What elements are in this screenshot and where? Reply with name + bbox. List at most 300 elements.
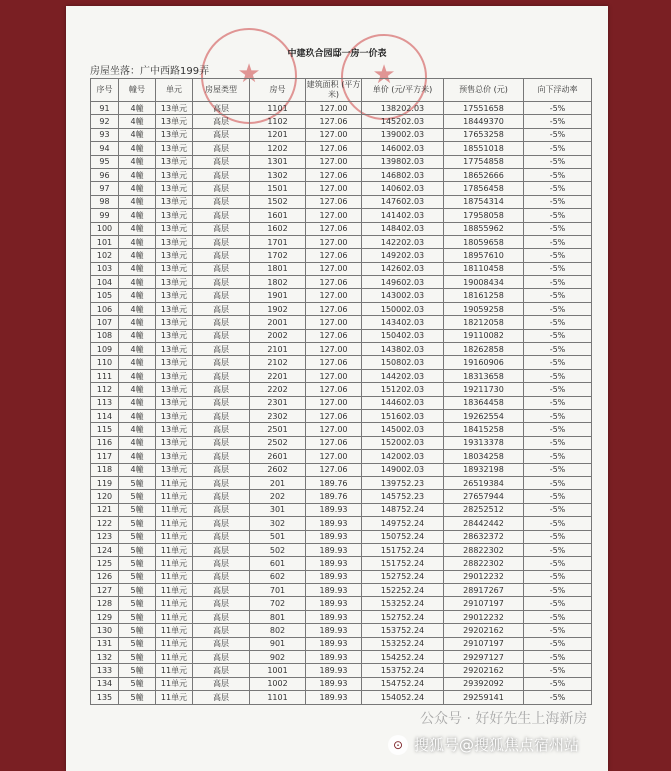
table-row — [91, 530, 592, 543]
table-cell: 5幢 — [119, 557, 156, 570]
table-cell: 2302 — [250, 409, 306, 422]
sohu-logo-icon: ⊙ — [388, 735, 408, 755]
table-cell: 高层 — [193, 396, 250, 409]
table-cell: -5% — [524, 597, 592, 610]
table-cell: 2501 — [250, 423, 306, 436]
table-cell: 114 — [91, 409, 119, 422]
table-cell: 高层 — [193, 316, 250, 329]
table-cell: 1501 — [250, 182, 306, 195]
table-cell: -5% — [524, 624, 592, 637]
table-cell: 144202.03 — [362, 369, 444, 382]
table-cell: 127.00 — [306, 396, 362, 409]
table-cell: 13单元 — [156, 128, 193, 141]
table-cell: 13单元 — [156, 396, 193, 409]
table-cell: 5幢 — [119, 610, 156, 623]
table-cell: 127.06 — [306, 222, 362, 235]
table-cell: 113 — [91, 396, 119, 409]
table-cell: 153752.24 — [362, 624, 444, 637]
column-header: 单价 (元/平方米) — [362, 79, 444, 102]
table-cell: 127.06 — [306, 302, 362, 315]
table-cell: 4幢 — [119, 209, 156, 222]
table-cell: 11单元 — [156, 476, 193, 489]
table-cell: 18754314 — [444, 195, 524, 208]
table-cell: -5% — [524, 584, 592, 597]
table-cell: 13单元 — [156, 142, 193, 155]
table-cell: 140602.03 — [362, 182, 444, 195]
table-cell: 189.76 — [306, 476, 362, 489]
table-cell: 1202 — [250, 142, 306, 155]
table-cell: 4幢 — [119, 262, 156, 275]
table-cell: 99 — [91, 209, 119, 222]
table-cell: 143802.03 — [362, 343, 444, 356]
table-cell: 107 — [91, 316, 119, 329]
table-cell: 11单元 — [156, 503, 193, 516]
table-cell: 18932198 — [444, 463, 524, 476]
table-cell: 1702 — [250, 249, 306, 262]
table-cell: 189.76 — [306, 490, 362, 503]
table-cell: -5% — [524, 490, 592, 503]
table-cell: 189.93 — [306, 597, 362, 610]
table-row — [91, 195, 592, 208]
table-cell: 95 — [91, 155, 119, 168]
table-cell: 127.06 — [306, 329, 362, 342]
table-cell: -5% — [524, 476, 592, 489]
table-cell: 1701 — [250, 235, 306, 248]
table-cell: -5% — [524, 262, 592, 275]
table-cell: 13单元 — [156, 450, 193, 463]
column-header: 幢号 — [119, 79, 156, 102]
table-row — [91, 128, 592, 141]
table-row — [91, 584, 592, 597]
table-cell: 139752.23 — [362, 476, 444, 489]
table-cell: 13单元 — [156, 343, 193, 356]
seal-star-icon: ★ — [237, 59, 261, 90]
table-cell: 13单元 — [156, 262, 193, 275]
table-cell: 2301 — [250, 396, 306, 409]
table-cell: 301 — [250, 503, 306, 516]
table-cell: 28822302 — [444, 543, 524, 556]
table-cell: 高层 — [193, 677, 250, 690]
table-cell: 高层 — [193, 102, 250, 115]
table-cell: 5幢 — [119, 584, 156, 597]
table-row — [91, 624, 592, 637]
table-cell: 高层 — [193, 276, 250, 289]
table-cell: 2202 — [250, 383, 306, 396]
table-cell: 902 — [250, 651, 306, 664]
table-cell: 13单元 — [156, 276, 193, 289]
table-cell: 4幢 — [119, 235, 156, 248]
table-cell: 11单元 — [156, 637, 193, 650]
table-cell: 801 — [250, 610, 306, 623]
watermark — [388, 734, 579, 755]
table-cell: 4幢 — [119, 463, 156, 476]
table-cell: 116 — [91, 436, 119, 449]
table-row — [91, 235, 592, 248]
table-cell: 18313658 — [444, 369, 524, 382]
table-cell: 19059258 — [444, 302, 524, 315]
table-cell: -5% — [524, 610, 592, 623]
table-cell: 28917267 — [444, 584, 524, 597]
table-cell: 4幢 — [119, 383, 156, 396]
table-cell: -5% — [524, 182, 592, 195]
table-cell: 110 — [91, 356, 119, 369]
table-cell: 13单元 — [156, 289, 193, 302]
table-cell: -5% — [524, 677, 592, 690]
table-cell: 142002.03 — [362, 450, 444, 463]
table-cell: 127.06 — [306, 249, 362, 262]
table-cell: 13单元 — [156, 329, 193, 342]
table-cell: 127.06 — [306, 195, 362, 208]
property-address: 房屋坐落：广中西路199弄 — [90, 66, 210, 77]
table-cell: 144602.03 — [362, 396, 444, 409]
table-cell: 1602 — [250, 222, 306, 235]
table-cell: 189.93 — [306, 624, 362, 637]
table-cell: 127.00 — [306, 369, 362, 382]
table-cell: 13单元 — [156, 423, 193, 436]
table-cell: 146802.03 — [362, 168, 444, 181]
table-cell: 4幢 — [119, 142, 156, 155]
table-cell: 96 — [91, 168, 119, 181]
table-cell: 149202.03 — [362, 249, 444, 262]
table-cell: 302 — [250, 517, 306, 530]
table-cell: 127.00 — [306, 450, 362, 463]
table-cell: 189.93 — [306, 570, 362, 583]
table-cell: 202 — [250, 490, 306, 503]
table-cell: 98 — [91, 195, 119, 208]
table-cell: 131 — [91, 637, 119, 650]
column-header: 序号 — [91, 79, 119, 102]
document-title: 中建玖合园邸一房一价表 — [287, 49, 387, 59]
table-cell: 127.00 — [306, 128, 362, 141]
table-cell: 702 — [250, 597, 306, 610]
table-cell: 139002.03 — [362, 128, 444, 141]
table-cell: -5% — [524, 637, 592, 650]
table-cell: 153252.24 — [362, 597, 444, 610]
table-cell: 115 — [91, 423, 119, 436]
table-cell: 108 — [91, 329, 119, 342]
table-cell: 4幢 — [119, 195, 156, 208]
table-row — [91, 356, 592, 369]
table-cell: 5幢 — [119, 624, 156, 637]
table-cell: -5% — [524, 115, 592, 128]
table-cell: 19211730 — [444, 383, 524, 396]
table-cell: -5% — [524, 235, 592, 248]
table-cell: 高层 — [193, 142, 250, 155]
table-cell: 高层 — [193, 490, 250, 503]
table-cell: 102 — [91, 249, 119, 262]
table-cell: 126 — [91, 570, 119, 583]
column-header: 房屋类型 — [193, 79, 250, 102]
table-cell: 11单元 — [156, 651, 193, 664]
table-row — [91, 209, 592, 222]
table-cell: 151752.24 — [362, 543, 444, 556]
table-cell: 106 — [91, 302, 119, 315]
table-row — [91, 476, 592, 489]
table-cell: 4幢 — [119, 128, 156, 141]
table-cell: 18212058 — [444, 316, 524, 329]
table-cell: 13单元 — [156, 436, 193, 449]
table-cell: 1301 — [250, 155, 306, 168]
table-cell: 高层 — [193, 637, 250, 650]
table-row — [91, 637, 592, 650]
table-cell: 2001 — [250, 316, 306, 329]
table-cell: 高层 — [193, 409, 250, 422]
table-cell: 133 — [91, 664, 119, 677]
table-cell: 189.93 — [306, 677, 362, 690]
table-cell: 13单元 — [156, 369, 193, 382]
table-cell: 150002.03 — [362, 302, 444, 315]
table-cell: -5% — [524, 128, 592, 141]
table-cell: 189.93 — [306, 691, 362, 704]
table-cell: 501 — [250, 530, 306, 543]
table-cell: 149602.03 — [362, 276, 444, 289]
table-cell: -5% — [524, 222, 592, 235]
table-cell: 5幢 — [119, 570, 156, 583]
table-row — [91, 450, 592, 463]
table-cell: 132 — [91, 651, 119, 664]
table-cell: 92 — [91, 115, 119, 128]
table-row — [91, 369, 592, 382]
table-row — [91, 115, 592, 128]
table-cell: 高层 — [193, 463, 250, 476]
table-cell: 189.93 — [306, 517, 362, 530]
table-cell: 101 — [91, 235, 119, 248]
table-cell: 189.93 — [306, 610, 362, 623]
table-cell: 18855962 — [444, 222, 524, 235]
table-cell: -5% — [524, 343, 592, 356]
table-cell: 4幢 — [119, 450, 156, 463]
table-cell: 146002.03 — [362, 142, 444, 155]
table-cell: -5% — [524, 450, 592, 463]
table-row — [91, 343, 592, 356]
table-cell: 127 — [91, 584, 119, 597]
table-cell: 127.06 — [306, 276, 362, 289]
table-cell: 17754858 — [444, 155, 524, 168]
table-cell: 148752.24 — [362, 503, 444, 516]
table-cell: 1102 — [250, 115, 306, 128]
table-cell: 91 — [91, 102, 119, 115]
table-cell: 142202.03 — [362, 235, 444, 248]
table-cell: 4幢 — [119, 302, 156, 315]
table-cell: 18957610 — [444, 249, 524, 262]
table-cell: 1101 — [250, 102, 306, 115]
table-cell: 139802.03 — [362, 155, 444, 168]
table-cell: 602 — [250, 570, 306, 583]
table-cell: 701 — [250, 584, 306, 597]
table-cell: 11单元 — [156, 517, 193, 530]
table-cell: 134 — [91, 677, 119, 690]
table-cell: 4幢 — [119, 115, 156, 128]
table-row — [91, 182, 592, 195]
table-cell: 4幢 — [119, 289, 156, 302]
table-cell: 高层 — [193, 476, 250, 489]
table-row — [91, 249, 592, 262]
table-row — [91, 597, 592, 610]
table-cell: 11单元 — [156, 691, 193, 704]
table-cell: 5幢 — [119, 664, 156, 677]
table-cell: 127.00 — [306, 182, 362, 195]
table-cell: 高层 — [193, 302, 250, 315]
table-cell: 143002.03 — [362, 289, 444, 302]
table-cell: 189.93 — [306, 543, 362, 556]
table-row — [91, 436, 592, 449]
table-cell: 13单元 — [156, 409, 193, 422]
table-cell: 28252512 — [444, 503, 524, 516]
table-cell: 100 — [91, 222, 119, 235]
table-cell: 高层 — [193, 155, 250, 168]
table-cell: 4幢 — [119, 409, 156, 422]
table-cell: 高层 — [193, 289, 250, 302]
table-cell: 93 — [91, 128, 119, 141]
table-cell: 5幢 — [119, 677, 156, 690]
table-cell: 138202.03 — [362, 102, 444, 115]
table-cell: 152002.03 — [362, 436, 444, 449]
table-cell: 189.93 — [306, 651, 362, 664]
watermark-main-text: 搜狐号@搜狐焦点宿州站 — [414, 736, 580, 754]
table-row — [91, 276, 592, 289]
table-cell: -5% — [524, 396, 592, 409]
table-cell: 112 — [91, 383, 119, 396]
table-row — [91, 691, 592, 704]
table-cell: -5% — [524, 530, 592, 543]
table-cell: 高层 — [193, 610, 250, 623]
table-cell: 2502 — [250, 436, 306, 449]
table-cell: 127.00 — [306, 102, 362, 115]
table-cell: 11单元 — [156, 664, 193, 677]
table-cell: 高层 — [193, 624, 250, 637]
table-row — [91, 517, 592, 530]
table-cell: 高层 — [193, 115, 250, 128]
table-cell: 142602.03 — [362, 262, 444, 275]
table-cell: 高层 — [193, 597, 250, 610]
table-cell: 高层 — [193, 249, 250, 262]
table-cell: 18034258 — [444, 450, 524, 463]
table-cell: -5% — [524, 691, 592, 704]
table-cell: 4幢 — [119, 423, 156, 436]
table-row — [91, 409, 592, 422]
table-cell: 1302 — [250, 168, 306, 181]
table-cell: 127.06 — [306, 409, 362, 422]
table-cell: 26519384 — [444, 476, 524, 489]
table-cell: -5% — [524, 503, 592, 516]
table-cell: 2201 — [250, 369, 306, 382]
column-header: 向下浮动率 — [524, 79, 592, 102]
table-cell: 18551018 — [444, 142, 524, 155]
table-cell: 5幢 — [119, 530, 156, 543]
table-cell: 11单元 — [156, 570, 193, 583]
table-cell: 高层 — [193, 209, 250, 222]
table-cell: 4幢 — [119, 276, 156, 289]
table-cell: -5% — [524, 369, 592, 382]
table-cell: 5幢 — [119, 517, 156, 530]
table-cell: 150402.03 — [362, 329, 444, 342]
table-cell: 18110458 — [444, 262, 524, 275]
table-cell: 13单元 — [156, 195, 193, 208]
table-cell: 2602 — [250, 463, 306, 476]
table-cell: 29202162 — [444, 664, 524, 677]
table-cell: 11单元 — [156, 543, 193, 556]
table-cell: 127.00 — [306, 343, 362, 356]
table-cell: 13单元 — [156, 356, 193, 369]
table-cell: 153252.24 — [362, 637, 444, 650]
table-cell: 18652666 — [444, 168, 524, 181]
table-cell: 29012232 — [444, 610, 524, 623]
table-cell: 高层 — [193, 543, 250, 556]
table-cell: -5% — [524, 155, 592, 168]
table-cell: 154252.24 — [362, 651, 444, 664]
table-cell: 11单元 — [156, 597, 193, 610]
table-cell: 19262554 — [444, 409, 524, 422]
table-cell: 118 — [91, 463, 119, 476]
table-cell: 11单元 — [156, 584, 193, 597]
table-cell: -5% — [524, 209, 592, 222]
table-cell: 4幢 — [119, 369, 156, 382]
table-row — [91, 557, 592, 570]
table-row — [91, 222, 592, 235]
table-row — [91, 463, 592, 476]
table-cell: 147602.03 — [362, 195, 444, 208]
table-cell: 13单元 — [156, 222, 193, 235]
table-cell: 153752.24 — [362, 664, 444, 677]
table-cell: 189.93 — [306, 664, 362, 677]
table-cell: 高层 — [193, 651, 250, 664]
table-cell: 117 — [91, 450, 119, 463]
table-cell: 127.00 — [306, 316, 362, 329]
table-cell: 4幢 — [119, 222, 156, 235]
table-cell: 17958058 — [444, 209, 524, 222]
table-cell: 151752.24 — [362, 557, 444, 570]
table-cell: 150802.03 — [362, 356, 444, 369]
column-header: 预售总价 (元) — [444, 79, 524, 102]
table-cell: 152252.24 — [362, 584, 444, 597]
table-cell: 97 — [91, 182, 119, 195]
table-cell: 17653258 — [444, 128, 524, 141]
table-cell: -5% — [524, 436, 592, 449]
table-cell: -5% — [524, 423, 592, 436]
table-row — [91, 490, 592, 503]
table-cell: 2101 — [250, 343, 306, 356]
table-cell: 122 — [91, 517, 119, 530]
table-cell: 152752.24 — [362, 570, 444, 583]
table-cell: 28442442 — [444, 517, 524, 530]
table-cell: 29012232 — [444, 570, 524, 583]
table-cell: 2002 — [250, 329, 306, 342]
table-cell: 高层 — [193, 517, 250, 530]
table-cell: 27657944 — [444, 490, 524, 503]
table-cell: -5% — [524, 557, 592, 570]
table-body — [91, 102, 592, 705]
table-cell: 5幢 — [119, 637, 156, 650]
table-row — [91, 289, 592, 302]
table-cell: 502 — [250, 543, 306, 556]
table-cell: -5% — [524, 316, 592, 329]
table-cell: 高层 — [193, 222, 250, 235]
table-row — [91, 262, 592, 275]
table-cell: 29297127 — [444, 651, 524, 664]
table-cell: 5幢 — [119, 503, 156, 516]
table-cell: 148402.03 — [362, 222, 444, 235]
table-cell: 154752.24 — [362, 677, 444, 690]
table-cell: 119 — [91, 476, 119, 489]
table-cell: 13单元 — [156, 302, 193, 315]
table-cell: 104 — [91, 276, 119, 289]
table-row — [91, 168, 592, 181]
table-cell: 127.06 — [306, 115, 362, 128]
table-cell: 高层 — [193, 343, 250, 356]
table-cell: 13单元 — [156, 383, 193, 396]
table-cell: 高层 — [193, 235, 250, 248]
table-cell: 1902 — [250, 302, 306, 315]
